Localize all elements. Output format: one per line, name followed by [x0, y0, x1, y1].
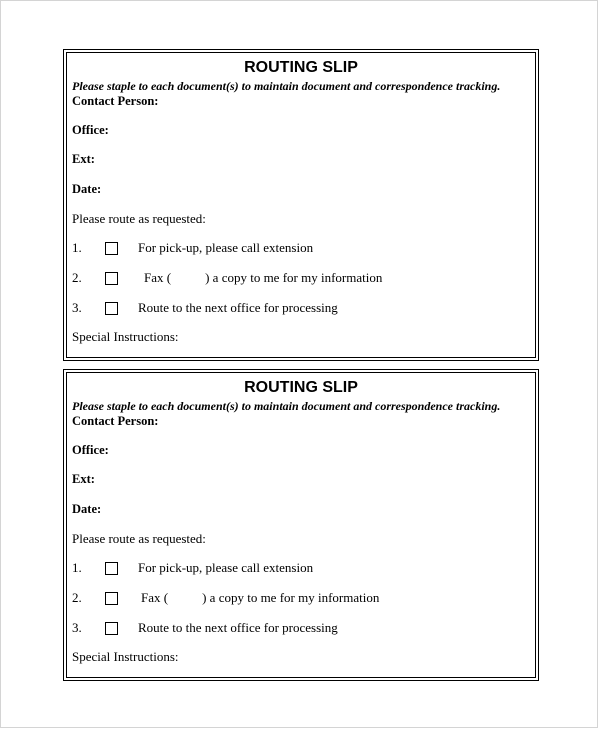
date-label: Date:	[72, 182, 102, 196]
slip-instructions: Please staple to each document(s) to maintain document and correspondence tracking.	[72, 79, 501, 93]
office-label: Office:	[72, 443, 109, 457]
option-1-text: For pick-up, please call extension	[138, 240, 314, 255]
option-1-checkbox[interactable]	[105, 562, 118, 575]
special-instructions-label: Special Instructions:	[72, 649, 179, 664]
option-1-checkbox[interactable]	[105, 242, 118, 255]
option-2-number: 2.	[72, 270, 82, 285]
option-3-number: 3.	[72, 300, 82, 315]
route-request-label: Please route as requested:	[72, 531, 206, 546]
contact-person-label: Contact Person:	[72, 94, 159, 108]
routing-slip-inner-border	[66, 52, 536, 358]
routing-slip-1	[63, 49, 539, 361]
routing-slip-inner-border	[66, 372, 536, 678]
option-1-number: 1.	[72, 560, 82, 575]
fax-prefix: Fax (	[144, 270, 172, 285]
option-2-checkbox[interactable]	[105, 592, 118, 605]
ext-label: Ext:	[72, 472, 95, 486]
ext-label: Ext:	[72, 152, 95, 166]
option-3-number: 3.	[72, 620, 82, 635]
route-request-label: Please route as requested:	[72, 211, 206, 226]
slip-title: ROUTING SLIP	[244, 379, 358, 396]
option-3-checkbox[interactable]	[105, 302, 118, 315]
option-2-text	[141, 590, 379, 606]
slip-title: ROUTING SLIP	[244, 59, 358, 76]
fax-suffix: ) a copy to me for my information	[202, 590, 380, 605]
option-1-text: For pick-up, please call extension	[138, 560, 314, 575]
option-2-checkbox[interactable]	[105, 272, 118, 285]
date-label: Date:	[72, 502, 102, 516]
routing-slip-2	[63, 369, 539, 681]
contact-person-label: Contact Person:	[72, 414, 159, 428]
option-2-text	[144, 270, 382, 286]
option-2-number: 2.	[72, 590, 82, 605]
option-3-text: Route to the next office for processing	[138, 300, 338, 315]
slip-instructions: Please staple to each document(s) to maintain document and correspondence tracking.	[72, 399, 501, 413]
option-3-text: Route to the next office for processing	[138, 620, 338, 635]
option-1-number: 1.	[72, 240, 82, 255]
office-label: Office:	[72, 123, 109, 137]
option-3-checkbox[interactable]	[105, 622, 118, 635]
fax-suffix: ) a copy to me for my information	[205, 270, 383, 285]
fax-prefix: Fax (	[141, 590, 169, 605]
special-instructions-label: Special Instructions:	[72, 329, 179, 344]
